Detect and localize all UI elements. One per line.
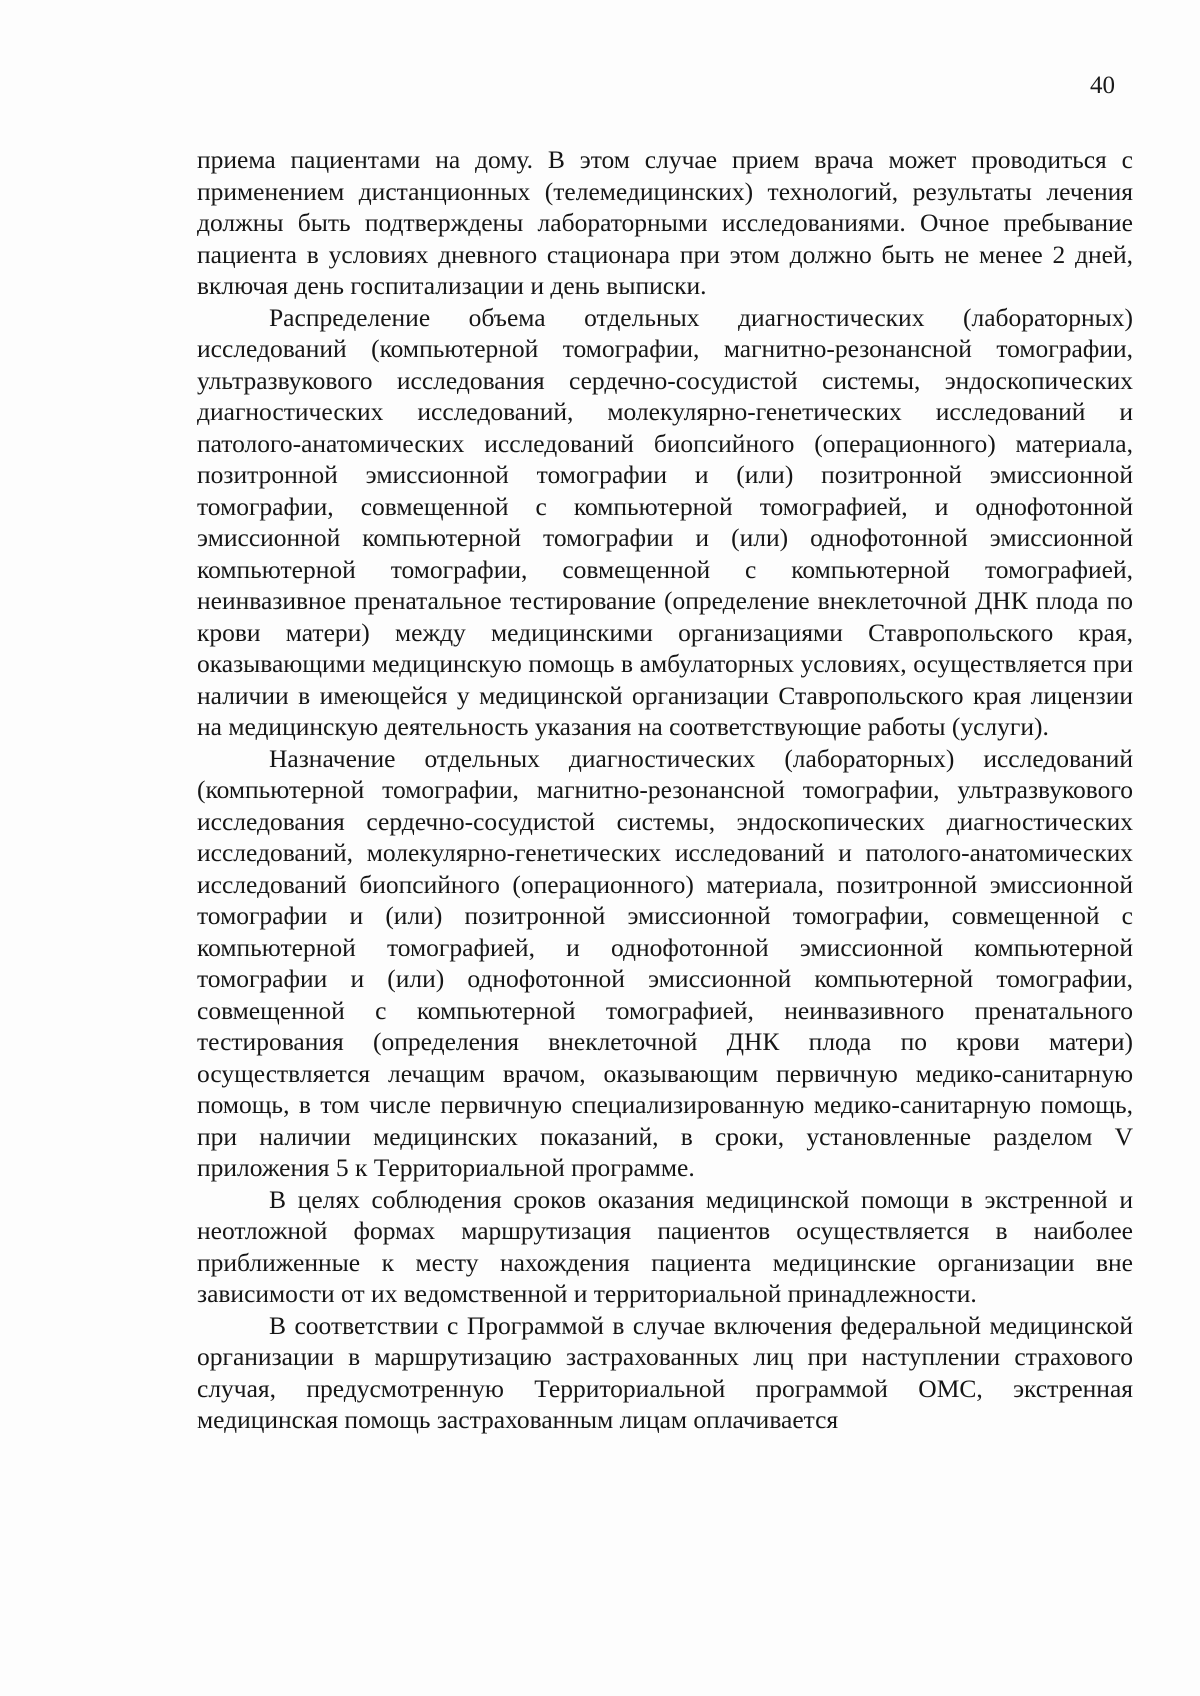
paragraph-diagnostic-distribution: Распределение объема отдельных диагностических (лабораторных) исследований (компьютерной томографии, магнитно-резонансной томографии, ультразвукового исследования сердечно-сосудистой системы, эндоскопических диагностических исследований, молекулярно-генетических исследований и патолого-анатомических исследований биопсийного (операционного) материала, позитронной эмиссионной томографии и (или) позитронной эмиссионной томографии, совмещенной с компьютерной томографией, и однофотонной эмиссионной компьютерной томографии и (или) однофотонной эмиссионной компьютерной томографии, совмещенной с компьютерной томографией, неинвазивное пренатальное тестирование (определение внеклеточной ДНК плода по крови матери) между медицинскими организациями Ставропольского края, оказывающими медицинскую помощь в амбулаторных условиях, осуществляется при наличии в имеющейся у медицинской организации Ставропольского края лицензии на медицинскую деятельность указания на соответствующие работы (услуги).	[197, 302, 1133, 741]
paragraph-continued: приема пациентами на дому. В этом случае прием врача может проводиться с применением дистанционных (телемедицинских) технологий, результаты лечения должны быть подтверждены лабораторными исследованиями. Очное пребывание пациента в условиях дневного стационара при этом должно быть не менее 2 дней, включая день госпитализации и день выписки.	[197, 145, 1133, 300]
document-body	[197, 144, 1133, 1436]
paragraph-emergency-routing: В целях соблюдения сроков оказания медицинской помощи в экстренной и неотложной формах маршрутизация пациентов осуществляется в наиболее приближенные к месту нахождения пациента медицинские организации вне зависимости от их ведомственной и территориальной принадлежности.	[197, 1184, 1133, 1308]
paragraph-federal-organization: В соответствии с Программой в случае включения федеральной медицинской организации в маршрутизацию застрахованных лиц при наступлении страхового случая, предусмотренную Территориальной программой ОМС, экстренная медицинская помощь застрахованным лицам оплачивается	[197, 1310, 1133, 1434]
page-number: 40	[1090, 72, 1115, 99]
paragraph-diagnostic-assignment: Назначение отдельных диагностических (лабораторных) исследований (компьютерной томографии, магнитно-резонансной томографии, ультразвукового исследования сердечно-сосудистой системы, эндоскопических диагностических исследований, молекулярно-генетических исследований и патолого-анатомических исследований биопсийного (операционного) материала, позитронной эмиссионной томографии и (или) позитронной эмиссионной томографии, совмещенной с компьютерной томографией, и однофотонной эмиссионной компьютерной томографии и (или) однофотонной эмиссионной компьютерной томографии, совмещенной с компьютерной томографией, неинвазивного пренатального тестирования (определения внеклеточной ДНК плода по крови матери) осуществляется лечащим врачом, оказывающим первичную медико-санитарную помощь, в том числе первичную специализированную медико-санитарную помощь, при наличии медицинских показаний, в сроки, установленные разделом V приложения 5 к Территориальной программе.	[197, 743, 1133, 1182]
